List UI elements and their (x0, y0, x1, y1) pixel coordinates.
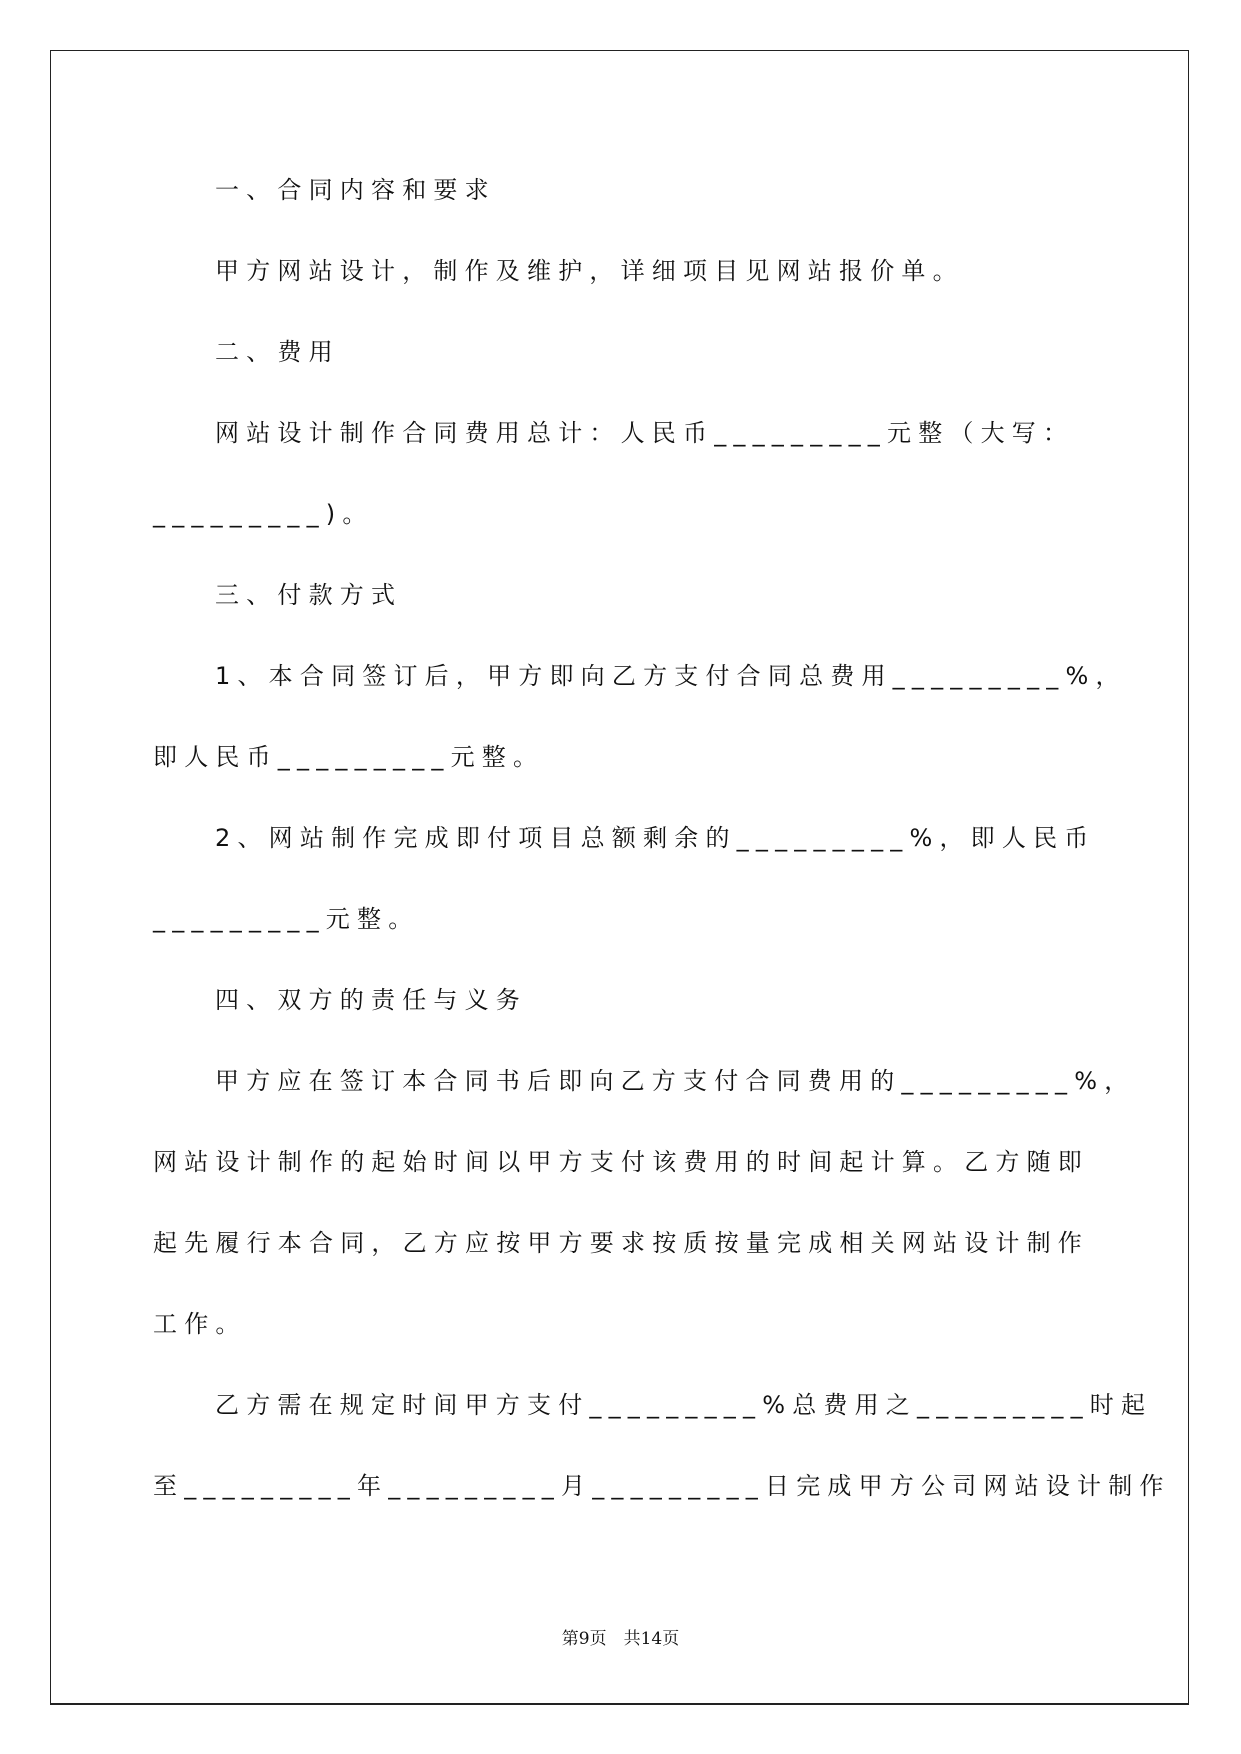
text-line: _________)。 (153, 500, 374, 528)
text-line: 工作。 (153, 1310, 247, 1338)
text-line: 四、双方的责任与义务 (215, 986, 527, 1014)
text-line: 起先履行本合同，乙方应按甲方要求按质按量完成相关网站设计制作 (153, 1229, 1089, 1257)
page-footer: 第9页 共14页 (561, 1629, 680, 1649)
text-line: 网站设计制作的起始时间以甲方支付该费用的时间起计算。乙方随即 (153, 1148, 1089, 1176)
text-line: 至_________年_________月_________日完成甲方公司网站设计制作 (153, 1472, 1171, 1500)
text-line: _________元整。 (153, 905, 420, 933)
page-border (50, 50, 1189, 1705)
text-line: 甲方网站设计，制作及维护，详细项目见网站报价单。 (215, 257, 964, 285)
text-line: 三、付款方式 (215, 581, 403, 609)
text-line: 2、网站制作完成即付项目总额剩余的_________%，即人民币 (215, 824, 1096, 852)
text-line: 一、合同内容和要求 (215, 176, 496, 204)
text-line: 即人民币_________元整。 (153, 743, 545, 771)
text-line: 乙方需在规定时间甲方支付_________%总费用之_________时起 (215, 1391, 1153, 1419)
text-line: 网站设计制作合同费用总计：人民币_________元整（大写： (215, 419, 1075, 447)
text-line: 甲方应在签订本合同书后即向乙方支付合同费用的_________%， (215, 1067, 1136, 1095)
text-line: 二、费用 (215, 338, 340, 366)
text-line: 1、本合同签订后，甲方即向乙方支付合同总费用_________%， (215, 662, 1127, 690)
